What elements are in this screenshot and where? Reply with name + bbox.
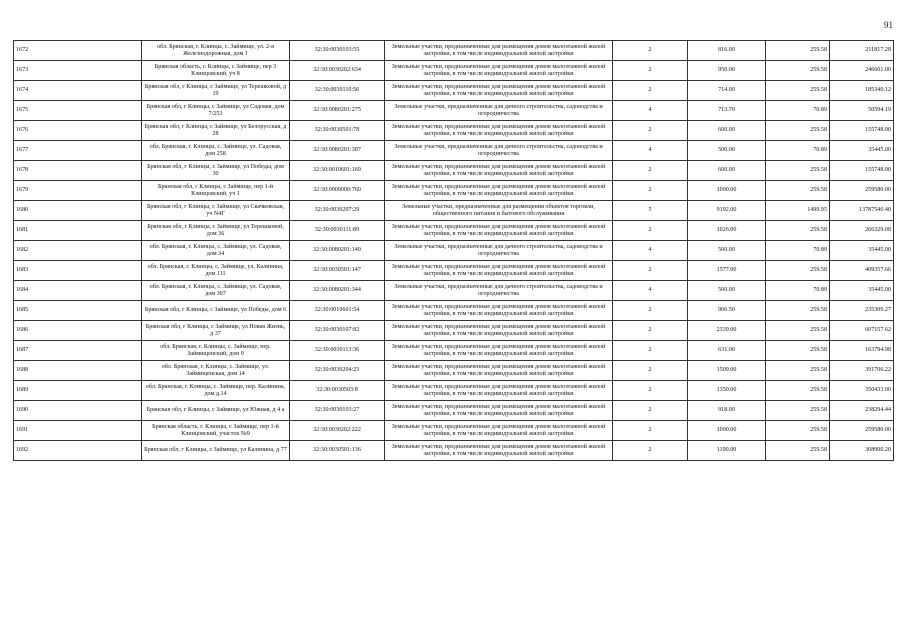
area-cell: 1000.00: [688, 181, 766, 201]
address-cell: Брянская обл, г Клинцы, с Займище, ул Скачковская, уч N4Г: [142, 201, 290, 221]
row-number-cell: 1691: [14, 421, 142, 441]
specific-value-cell: 259.58: [766, 181, 830, 201]
address-cell: Брянская обл, г Клинцы, с Займище, пер 1-й Клинцовский, уч 1: [142, 181, 290, 201]
row-number-cell: 1683: [14, 261, 142, 281]
category-cell: 2: [613, 121, 688, 141]
cadastral-number-cell: 32:30:0010601:54: [290, 301, 385, 321]
area-cell: 500.00: [688, 241, 766, 261]
cadastral-value-cell: 259580.00: [830, 421, 894, 441]
area-cell: 600.00: [688, 161, 766, 181]
specific-value-cell: 259.58: [766, 341, 830, 361]
cadastral-value-cell: 246601.00: [830, 61, 894, 81]
permitted-use-cell: Земельные участки, предназначенные для дачного строительства, садоводства и огородничества: [385, 281, 613, 301]
cadastral-value-cell: 155748.00: [830, 161, 894, 181]
address-cell: Брянская обл, г Клинцы, с Займище, ул Победы, дом 6: [142, 301, 290, 321]
table-row: [14, 161, 894, 181]
table-row: [14, 441, 894, 461]
cadastral-value-cell: 155748.00: [830, 121, 894, 141]
cadastral-number-cell: 32:30:0080201:275: [290, 101, 385, 121]
address-cell: Брянская обл, г Клинцы, с Займище, ул Терешковой, д 19: [142, 81, 290, 101]
table-row: [14, 241, 894, 261]
permitted-use-cell: Земельные участки, предназначенные для размещения домов малоэтажной жилой застройки, в том числе индивидуальной жилой застройки: [385, 61, 613, 81]
address-cell: обл. Брянская, г. Клинцы, с. Займище, ул. Садовая, дом 34: [142, 241, 290, 261]
permitted-use-cell: Земельные участки, предназначенные для дачного строительства, садоводства и огородничества: [385, 101, 613, 121]
row-number-cell: 1674: [14, 81, 142, 101]
permitted-use-cell: Земельные участки, предназначенные для размещения домов малоэтажной жилой застройки, в том числе индивидуальной жилой застройки: [385, 421, 613, 441]
permitted-use-cell: Земельные участки, предназначенные для размещения объектов торговли, общественного питания и бытового обслуживания: [385, 201, 613, 221]
table-row: [14, 41, 894, 61]
category-cell: 2: [613, 221, 688, 241]
table-row: [14, 121, 894, 141]
table-row: [14, 81, 894, 101]
address-cell: обл. Брянская, г. Клинцы, с. Займище, ул. Займищенская, дом 14: [142, 361, 290, 381]
specific-value-cell: 1499.95: [766, 201, 830, 221]
address-cell: Брянская обл, г Клинцы, с Займище, ул Победы, дом 30: [142, 161, 290, 181]
row-number-cell: 1686: [14, 321, 142, 341]
row-number-cell: 1692: [14, 441, 142, 461]
specific-value-cell: 70.89: [766, 101, 830, 121]
cadastral-number-cell: 32:30:0080201:344: [290, 281, 385, 301]
page-number: 91: [884, 20, 893, 30]
table-row: [14, 281, 894, 301]
permitted-use-cell: Земельные участки, предназначенные для размещения домов малоэтажной жилой застройки, в том числе индивидуальной жилой застройки: [385, 381, 613, 401]
area-cell: 1509.00: [688, 361, 766, 381]
cadastral-value-cell: 350433.00: [830, 381, 894, 401]
address-cell: Брянская обл, г Клинцы, с Займище, ул Садовая, дом 7/253: [142, 101, 290, 121]
cadastral-number-cell: 32:30:0030110:56: [290, 81, 385, 101]
row-number-cell: 1682: [14, 241, 142, 261]
table-row: [14, 261, 894, 281]
area-cell: 1577.00: [688, 261, 766, 281]
specific-value-cell: 259.58: [766, 381, 830, 401]
table-body: [14, 41, 894, 461]
address-cell: Брянская область, г. Клинцы, с Займище, пер 1-й Клинцовский, участок №9: [142, 421, 290, 441]
category-cell: 2: [613, 441, 688, 461]
specific-value-cell: 259.58: [766, 421, 830, 441]
category-cell: 4: [613, 241, 688, 261]
area-cell: 2339.00: [688, 321, 766, 341]
category-cell: 2: [613, 81, 688, 101]
address-cell: Брянская обл, г Клинцы, с Займище, ул Новая Жизнь, д 37: [142, 321, 290, 341]
cadastral-value-cell: 391706.22: [830, 361, 894, 381]
cadastral-number-cell: 32:30:0030501:136: [290, 441, 385, 461]
row-number-cell: 1685: [14, 301, 142, 321]
row-number-cell: 1679: [14, 181, 142, 201]
address-cell: Брянская обл, г Клинцы, с Займище, ул Белорусская, д 28: [142, 121, 290, 141]
cadastral-number-cell: 32:30:0080201:149: [290, 241, 385, 261]
row-number-cell: 1681: [14, 221, 142, 241]
cadastral-value-cell: 185340.12: [830, 81, 894, 101]
specific-value-cell: 259.58: [766, 321, 830, 341]
cadastral-number-cell: 32:30:0000000:760: [290, 181, 385, 201]
permitted-use-cell: Земельные участки, предназначенные для размещения домов малоэтажной жилой застройки, в том числе индивидуальной жилой застройки: [385, 401, 613, 421]
category-cell: 2: [613, 301, 688, 321]
category-cell: 2: [613, 181, 688, 201]
cadastral-number-cell: 32:30:0080201:307: [290, 141, 385, 161]
table-row: [14, 61, 894, 81]
permitted-use-cell: Земельные участки, предназначенные для размещения домов малоэтажной жилой застройки, в том числе индивидуальной жилой застройки: [385, 261, 613, 281]
specific-value-cell: 259.58: [766, 301, 830, 321]
row-number-cell: 1684: [14, 281, 142, 301]
area-cell: 1350.00: [688, 381, 766, 401]
specific-value-cell: 259.58: [766, 401, 830, 421]
address-cell: обл. Брянская, г. Клинцы, с. Займище, ул. Калинина, дом 111: [142, 261, 290, 281]
table-row: [14, 381, 894, 401]
cadastral-value-cell: 259580.00: [830, 181, 894, 201]
specific-value-cell: 259.58: [766, 161, 830, 181]
address-cell: Брянская обл, г Клинцы, с Займище, ул Южная, д 4 а: [142, 401, 290, 421]
row-number-cell: 1672: [14, 41, 142, 61]
specific-value-cell: 259.58: [766, 61, 830, 81]
row-number-cell: 1678: [14, 161, 142, 181]
category-cell: 2: [613, 381, 688, 401]
specific-value-cell: 259.58: [766, 441, 830, 461]
cadastral-number-cell: 32:30:0030103:55: [290, 41, 385, 61]
specific-value-cell: 70.89: [766, 281, 830, 301]
permitted-use-cell: Земельные участки, предназначенные для дачного строительства, садоводства и огородничества: [385, 241, 613, 261]
permitted-use-cell: Земельные участки, предназначенные для размещения домов малоэтажной жилой застройки, в том числе индивидуальной жилой застройки: [385, 221, 613, 241]
area-cell: 1190.00: [688, 441, 766, 461]
category-cell: 2: [613, 341, 688, 361]
area-cell: 918.00: [688, 401, 766, 421]
cadastral-number-cell: 32:30:0030207:29: [290, 201, 385, 221]
table-row: [14, 201, 894, 221]
category-cell: 2: [613, 361, 688, 381]
category-cell: 2: [613, 401, 688, 421]
specific-value-cell: 70.89: [766, 141, 830, 161]
permitted-use-cell: Земельные участки, предназначенные для размещения домов малоэтажной жилой застройки, в том числе индивидуальной жилой застройки: [385, 81, 613, 101]
permitted-use-cell: Земельные участки, предназначенные для размещения домов малоэтажной жилой застройки, в том числе индивидуальной жилой застройки: [385, 181, 613, 201]
cadastral-value-cell: 50594.19: [830, 101, 894, 121]
row-number-cell: 1673: [14, 61, 142, 81]
category-cell: 4: [613, 101, 688, 121]
cadastral-number-cell: 32:30:0030103:27: [290, 401, 385, 421]
land-registry-table: [13, 40, 894, 461]
category-cell: 2: [613, 421, 688, 441]
cadastral-value-cell: 163794.98: [830, 341, 894, 361]
address-cell: обл. Брянская, г. Клинцы, с. Займище, ул. 2-я Железнодорожная, дом 1: [142, 41, 290, 61]
row-number-cell: 1690: [14, 401, 142, 421]
table-row: [14, 421, 894, 441]
cadastral-value-cell: 409357.66: [830, 261, 894, 281]
specific-value-cell: 259.58: [766, 121, 830, 141]
row-number-cell: 1677: [14, 141, 142, 161]
cadastral-number-cell: 32:30:0010601:169: [290, 161, 385, 181]
category-cell: 2: [613, 61, 688, 81]
cadastral-value-cell: 35445.00: [830, 281, 894, 301]
cadastral-value-cell: 235309.27: [830, 301, 894, 321]
area-cell: 631.00: [688, 341, 766, 361]
category-cell: 2: [613, 161, 688, 181]
address-cell: Брянская область, г. Клинцы, с Займище, пер 3 Клинцовский, уч 8: [142, 61, 290, 81]
area-cell: 714.00: [688, 81, 766, 101]
permitted-use-cell: Земельные участки, предназначенные для размещения домов малоэтажной жилой застройки, в том числе индивидуальной жилой застройки: [385, 321, 613, 341]
area-cell: 500.00: [688, 281, 766, 301]
row-number-cell: 1689: [14, 381, 142, 401]
cadastral-value-cell: 308900.20: [830, 441, 894, 461]
category-cell: 2: [613, 41, 688, 61]
permitted-use-cell: Земельные участки, предназначенные для размещения домов малоэтажной жилой застройки, в том числе индивидуальной жилой застройки: [385, 41, 613, 61]
specific-value-cell: 259.58: [766, 81, 830, 101]
table-row: [14, 101, 894, 121]
cadastral-number-cell: 32:30:0030503:8: [290, 381, 385, 401]
permitted-use-cell: Земельные участки, предназначенные для размещения домов малоэтажной жилой застройки, в том числе индивидуальной жилой застройки: [385, 301, 613, 321]
area-cell: 950.00: [688, 61, 766, 81]
table-row: [14, 341, 894, 361]
specific-value-cell: 259.58: [766, 41, 830, 61]
cadastral-value-cell: 266329.08: [830, 221, 894, 241]
category-cell: 2: [613, 321, 688, 341]
row-number-cell: 1688: [14, 361, 142, 381]
cadastral-number-cell: 32:30:0030204:23: [290, 361, 385, 381]
specific-value-cell: 259.58: [766, 361, 830, 381]
address-cell: обл. Брянская, г. Клинцы, с. Займище, ул. Садовая, дом 258: [142, 141, 290, 161]
address-cell: обл. Брянская, г. Клинцы, с. Займище, пер. Займищенский, дом 9: [142, 341, 290, 361]
cadastral-value-cell: 607157.62: [830, 321, 894, 341]
area-cell: 9192.00: [688, 201, 766, 221]
permitted-use-cell: Земельные участки, предназначенные для размещения домов малоэтажной жилой застройки, в том числе индивидуальной жилой застройки: [385, 121, 613, 141]
category-cell: 5: [613, 201, 688, 221]
table-row: [14, 221, 894, 241]
category-cell: 4: [613, 281, 688, 301]
cadastral-value-cell: 35445.00: [830, 241, 894, 261]
cadastral-value-cell: 13787540.40: [830, 201, 894, 221]
address-cell: обл. Брянская, г. Клинцы, с. Займище, ул. Садовая, дом 307: [142, 281, 290, 301]
specific-value-cell: 70.89: [766, 241, 830, 261]
cadastral-number-cell: 32:30:0030111:89: [290, 221, 385, 241]
table-row: [14, 141, 894, 161]
category-cell: 4: [613, 141, 688, 161]
area-cell: 713.70: [688, 101, 766, 121]
area-cell: 600.00: [688, 121, 766, 141]
table-row: [14, 361, 894, 381]
area-cell: 906.50: [688, 301, 766, 321]
cadastral-number-cell: 32:30:0030501:147: [290, 261, 385, 281]
table-row: [14, 301, 894, 321]
cadastral-number-cell: 32:30:0030107:82: [290, 321, 385, 341]
permitted-use-cell: Земельные участки, предназначенные для размещения домов малоэтажной жилой застройки, в том числе индивидуальной жилой застройки: [385, 441, 613, 461]
address-cell: Брянская обл, г Клинцы, с Займище, ул Терешковой, дом 36: [142, 221, 290, 241]
area-cell: 1026.00: [688, 221, 766, 241]
cadastral-value-cell: 35445.00: [830, 141, 894, 161]
table-row: [14, 181, 894, 201]
row-number-cell: 1675: [14, 101, 142, 121]
category-cell: 2: [613, 261, 688, 281]
address-cell: Брянская обл, г Клинцы, с Займище, ул Калинина, д 77: [142, 441, 290, 461]
specific-value-cell: 259.58: [766, 221, 830, 241]
table-row: [14, 321, 894, 341]
area-cell: 816.00: [688, 41, 766, 61]
area-cell: 1000.00: [688, 421, 766, 441]
permitted-use-cell: Земельные участки, предназначенные для размещения домов малоэтажной жилой застройки, в том числе индивидуальной жилой застройки: [385, 361, 613, 381]
permitted-use-cell: Земельные участки, предназначенные для размещения домов малоэтажной жилой застройки, в том числе индивидуальной жилой застройки: [385, 341, 613, 361]
specific-value-cell: 259.58: [766, 261, 830, 281]
area-cell: 500.00: [688, 141, 766, 161]
row-number-cell: 1680: [14, 201, 142, 221]
table-row: [14, 401, 894, 421]
cadastral-value-cell: 211817.28: [830, 41, 894, 61]
cadastral-number-cell: 32:30:0030202:222: [290, 421, 385, 441]
cadastral-number-cell: 32:30:0030113:36: [290, 341, 385, 361]
cadastral-number-cell: 32:30:0030501:78: [290, 121, 385, 141]
cadastral-number-cell: 32:30:0030202:634: [290, 61, 385, 81]
row-number-cell: 1687: [14, 341, 142, 361]
row-number-cell: 1676: [14, 121, 142, 141]
permitted-use-cell: Земельные участки, предназначенные для дачного строительства, садоводства и огородничества: [385, 141, 613, 161]
cadastral-value-cell: 238294.44: [830, 401, 894, 421]
address-cell: обл. Брянская, г. Клинцы, с. Займище, пер. Калинина, дом д.14: [142, 381, 290, 401]
permitted-use-cell: Земельные участки, предназначенные для размещения домов малоэтажной жилой застройки, в том числе индивидуальной жилой застройки: [385, 161, 613, 181]
